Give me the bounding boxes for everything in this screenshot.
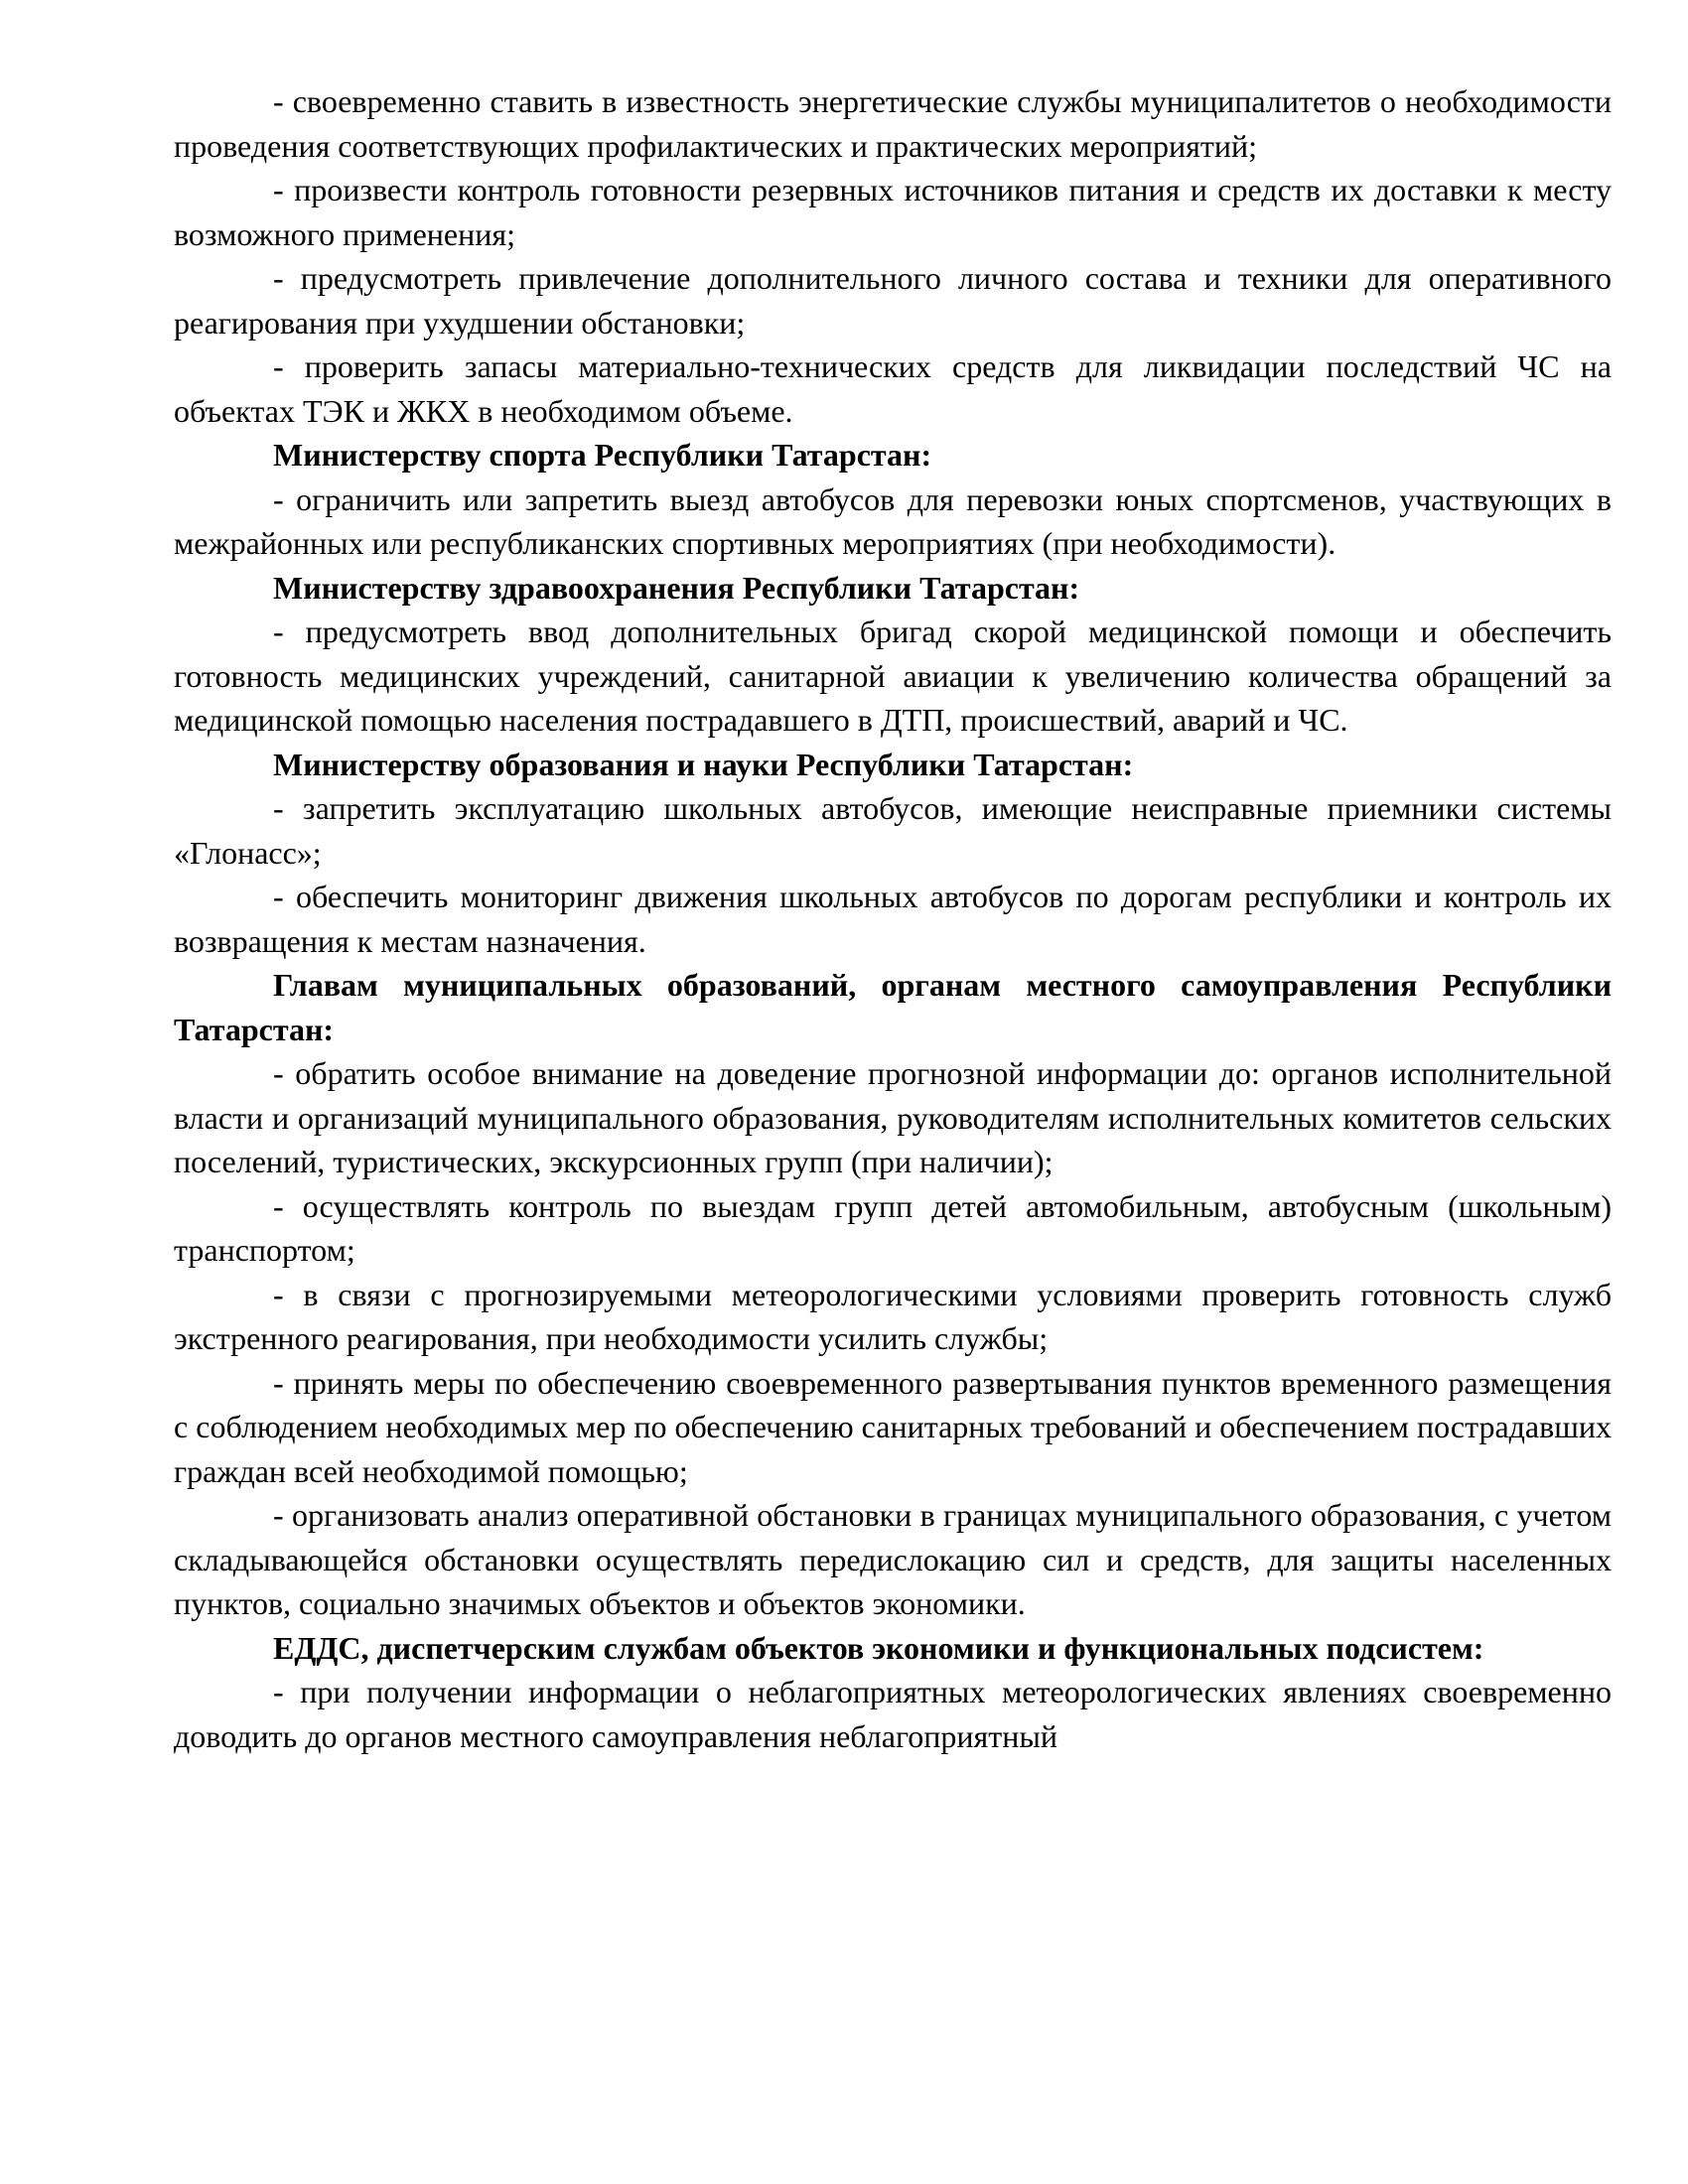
heading-ministry-sport: Министерству спорта Республики Татарстан:: [273, 437, 932, 473]
heading-edds-dispatch: ЕДДС, диспетчерским службам объектов экономики и функциональных подсистем:: [273, 1629, 1484, 1666]
heading-municipal-heads: Главам муниципальных образований, органам местного самоуправления Республики Татарстан:: [174, 967, 1612, 1047]
paragraph-bus-restriction: - ограничить или запретить выезд автобусов для перевозки юных спортсменов, участвующих в межрайонных или республиканских спортивных мероприятиях (при необходимости).: [174, 480, 1612, 561]
paragraph-children-transport: - осуществлять контроль по выездам групп детей автомобильным, автобусным (школьным) транспортом;: [174, 1187, 1612, 1268]
paragraph-extra-personnel: - предусмотреть привлечение дополнительного личного состава и техники для оперативного реагирования при ухудшении обстановки;: [174, 260, 1612, 341]
paragraph-energy-services: - своевременно ставить в известность энергетические службы муниципалитетов о необходимости проведения соответствующих профилактических и практических мероприятий;: [174, 83, 1612, 164]
paragraph-material-reserves: - проверить запасы материально-технических средств для ликвидации последствий ЧС на объектах ТЭК и ЖКХ в необходимом объеме.: [174, 348, 1612, 429]
paragraph-school-bus-monitoring: - обеспечить мониторинг движения школьных автобусов по дорогам республики и контроль их возвращения к местам назначения.: [174, 879, 1612, 959]
paragraph-school-buses-glonass: - запретить эксплуатацию школьных автобусов, имеющие неисправные приемники системы «Глонасс»;: [174, 790, 1612, 871]
paragraph-forecast-information: - обратить особое внимание на доведение прогнозной информации до: органов исполнительной власти и организаций муниципального образования, руководителям исполнительных комитетов сельских поселений, туристических, экскурсионных групп (при наличии);: [174, 1055, 1612, 1179]
heading-ministry-health: Министерству здравоохранения Республики Татарстан:: [273, 569, 1080, 606]
paragraph-temporary-shelters: - принять меры по обеспечению своевременного развертывания пунктов временного размещения с соблюдением необходимых мер по обеспечению санитарных требований и обеспечением пострадавших граждан всей необходимой помощью;: [174, 1364, 1612, 1489]
paragraph-weather-alerts: - при получении информации о неблагоприятных метеорологических явлениях своевременно доводить до органов местного самоуправления неблагоприятный: [174, 1674, 1612, 1754]
paragraph-situation-analysis: - организовать анализ оперативной обстановки в границах муниципального образования, с учетом складывающейся обстановки осуществлять передислокацию сил и средств, для защиты населенных пунктов, социально значимых объектов и объектов экономики.: [174, 1497, 1612, 1621]
paragraph-emergency-readiness: - в связи с прогнозируемыми метеорологическими условиями проверить готовность служб экстренного реагирования, при необходимости усилить службы;: [174, 1276, 1612, 1356]
document-page: [174, 79, 1612, 1758]
heading-ministry-education: Министерству образования и науки Республики Татарстан:: [273, 746, 1134, 782]
paragraph-backup-power: - произвести контроль готовности резервных источников питания и средств их доставки к месту возможного применения;: [174, 172, 1612, 252]
paragraph-medical-teams: - предусмотреть ввод дополнительных бригад скорой медицинской помощи и обеспечить готовность медицинских учреждений, санитарной авиации к увеличению количества обращений за медицинской помощью населения пострадавшего в ДТП, происшествий, аварий и ЧС.: [174, 614, 1612, 738]
